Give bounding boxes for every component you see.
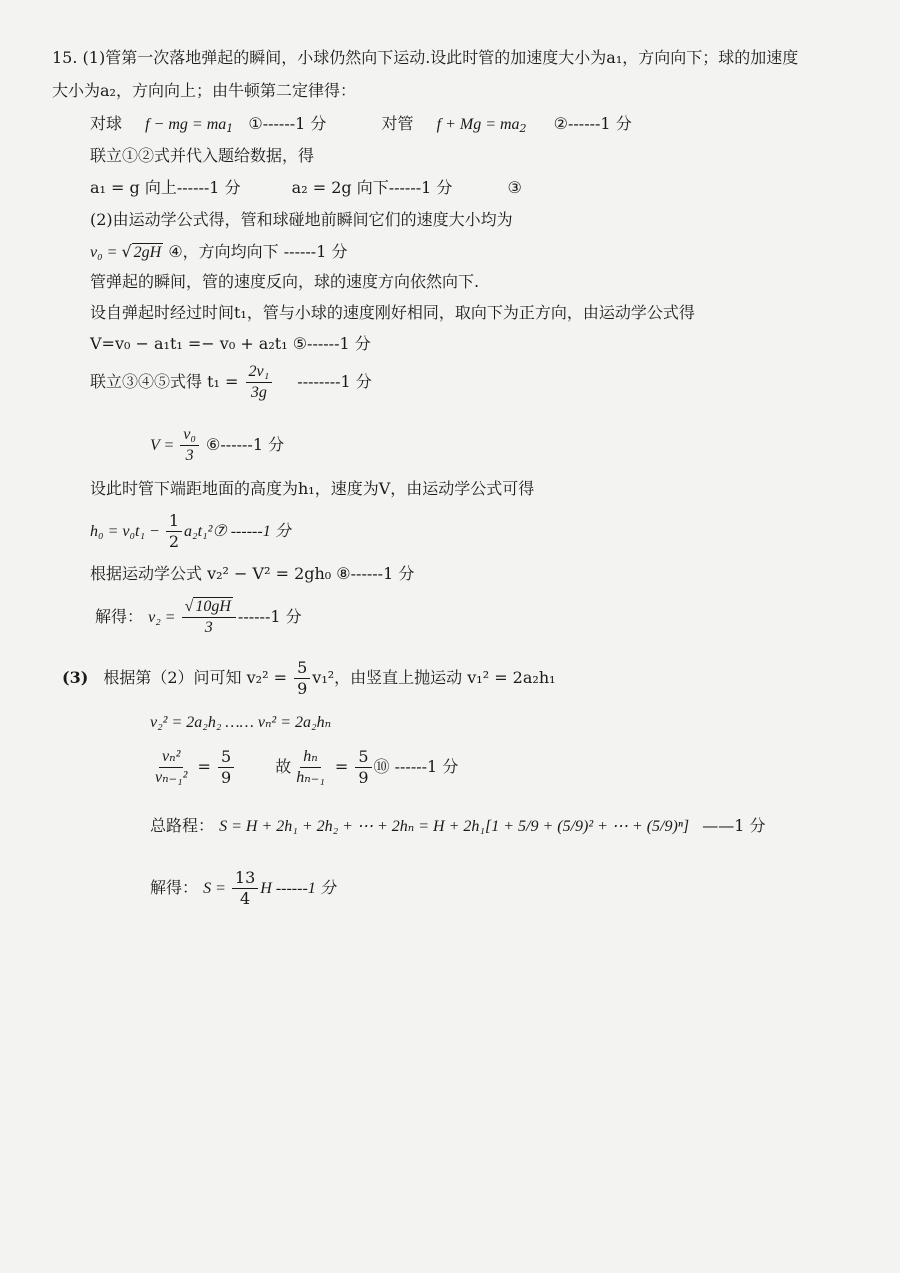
score-v2: ------1 分 [237,607,302,626]
frac-13-4: $\frac{13}{4}$ [232,868,258,909]
line-6: (2)由运动学公式得，管和球碰地前瞬间它们的速度大小均为 [90,210,513,229]
line-8: 管弹起的瞬间，管的速度反向，球的速度方向依然向下. [90,272,480,291]
line-21 [150,868,336,909]
frac-5-9-c: $\frac{5}{9}$ [355,747,371,788]
label-tube: 对管 [381,114,414,133]
part-3-label: (3) [62,668,89,687]
eq-S: S = [203,880,230,897]
solve-label: 解得： [95,607,144,626]
line-12-lead: V = [150,437,179,454]
line-14-lead: h₀ = v₀t₁ − [90,523,164,540]
frac-vn: $\frac{\text{vₙ²}}{\text{vₙ₋₁²}}$ [155,748,188,786]
line-20 [150,815,765,838]
frac-v2: $\frac{√ 10gH}{3}$ [182,597,236,638]
score-1: ①------1 分 [248,114,327,133]
line-12 [150,425,284,466]
line-2: 大小为a₂，方向向上；由牛顿第二定律得： [52,81,356,100]
label-ball: 对球 [90,114,123,133]
frac-V: $\frac{\text{v₀}}{3}$ [180,425,199,466]
eq-ball: f − mg = ma [145,116,227,133]
line-7-tail: ④，方向均向下 ------1 分 [163,242,348,261]
line-7 [90,241,347,264]
score-final: H ------1 分 [260,880,336,897]
eq-tube: f + Mg = ma [436,116,520,133]
sqrt-sign: √ [121,242,132,261]
result-a2: a₂ = 2g 向下------1 分 [291,178,453,197]
frac-hn: $\frac{\text{hₙ}}{\text{hₙ₋₁}}$ [296,748,325,786]
result-a1: a₁ = g 向上------1 分 [90,178,241,197]
line-17-tail: v₁²，由竖直上抛运动 v₁² = 2a₂h₁ [312,668,556,687]
line-5 [90,177,522,199]
line-18: v₂² = 2a₂h₂ …… vₙ² = 2a₂hₙ [150,714,332,731]
line-13: 设此时管下端距地面的高度为h₁，速度为V，由运动学公式可得 [90,479,535,498]
final-solve-label: 解得： [150,878,199,897]
score-t1: --------1 分 [297,372,372,391]
line-9: 设自弹起时经过时间t₁，管与小球的速度刚好相同，取向下为正方向，由运动学公式得 [90,303,695,322]
line-11 [90,362,372,403]
line-3: 对球 f − mg = $ma_1$ ①------1 分 对管 $f + Mg = ma_2$ ②------1 分 [90,114,632,135]
score-2: ②------1 分 [553,114,632,133]
line-16 [95,597,302,638]
line-17 [62,658,556,699]
eq-total-path: S = H + 2h₁ + 2h₂ + ⋯ + 2hₙ = H + 2h₁[1 + 5/9 + (5/9)² + ⋯ + (5/9)ⁿ] [219,818,690,835]
score-7: a₂t₁²⑦ ------1 分 [184,523,291,540]
line-17-lead: 根据第（2）问可知 v₂² = [103,668,293,687]
line-19: $\frac{\text{vₙ²}}{\text{vₙ₋₁²}}$ = $\frac{5}{9}$ 故 $\frac{\text{hₙ}}{\text{hₙ₋₁}}$ = $\frac{5}{9}$ ⑩ ------1 分 [150,747,458,788]
line-14 [90,511,291,552]
marker-3: ③ [507,178,522,197]
frac-5-9-a: $\frac{5}{9}$ [294,658,310,699]
score-6: ⑥------1 分 [200,435,285,454]
eq-v0: v₀ = [90,244,122,261]
line-15: 根据运动学公式 v₂² − V² = 2gh₀ ⑧------1 分 [90,564,415,583]
line-10: V=v₀ − a₁t₁ =− v₀ + a₂t₁ ⑤------1 分 [90,334,371,353]
therefore-label: 故 [275,757,292,776]
score-total: ——1 分 [702,816,766,835]
score-10: ⑩ ------1 分 [373,757,459,776]
frac-5-9-b: $\frac{5}{9}$ [218,747,234,788]
eq-v2: v₂ = [148,609,180,626]
frac-half: $\frac{1}{2}$ [166,511,182,552]
sqrt-2gH: 2gH [133,244,162,261]
frac-t1: $\frac{\text{2v₁}}{3g}$ [246,362,273,403]
line-4: 联立①②式并代入题给数据，得 [90,146,315,165]
line-1: 15. (1)管第一次落地弹起的瞬间，小球仍然向下运动.设此时管的加速度大小为a₁，方向向下；球的加速度 [52,48,799,67]
total-path-label: 总路程： [150,816,215,835]
line-11-lead: 联立③④⑤式得 t₁ = [90,372,244,391]
